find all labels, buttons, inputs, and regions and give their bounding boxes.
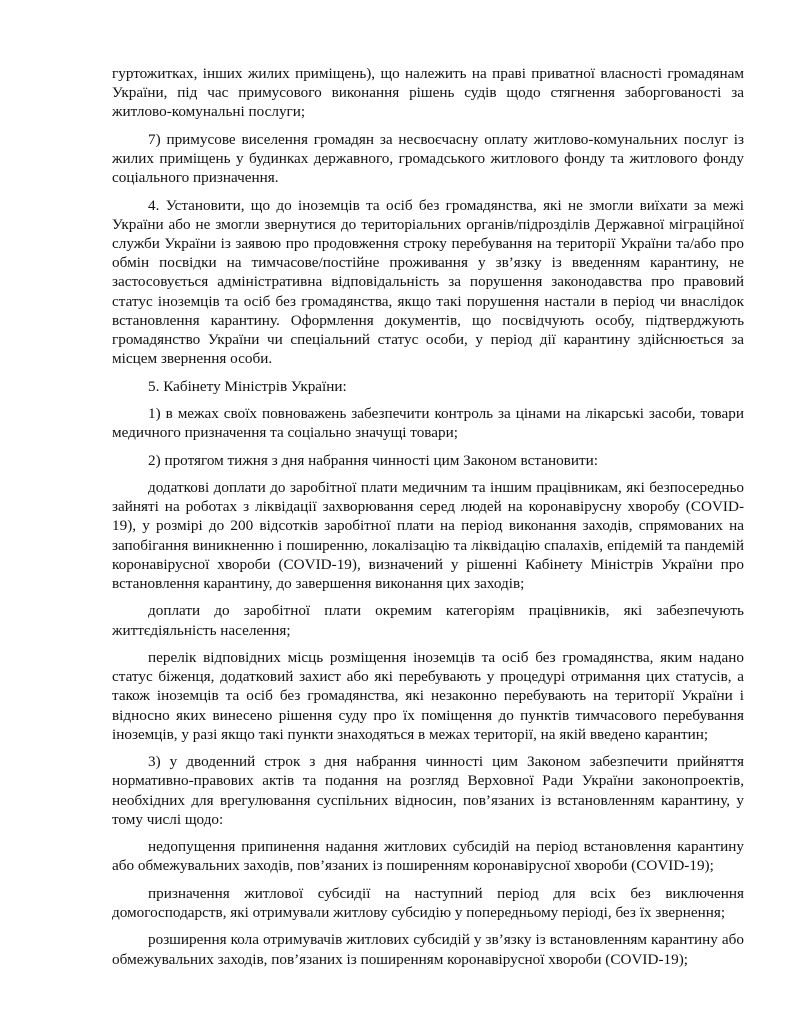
paragraph-subsidy-continuation: недопущення припинення надання житлових субсидій на період встановлення карантину або обмежувальних заходів, пов’язаних із поширенням коронавірусної хвороби (COVID-19); [112,838,744,875]
paragraph-subsidy-expansion: розширення кола отримувачів житлових субсидій у зв’язку із встановленням карантину або обмежувальних заходів, пов’язаних із поширенням коронавірусної хвороби (COVID-19); [112,931,744,968]
paragraph-placement-list: перелік відповідних місць розміщення іноземців та осіб без громадянства, яким надано статус біженця, додатковий захист або які перебувають у процедурі отримання цих статусів, а також іноземців та осіб без громадянства, які незаконно перебувають на території України і відносно яких винесено рішення суду про їх поміщення до пунктів тимчасового перебування іноземців, у разі якщо такі пункти знаходяться в межах території, на якій введено карантин; [112,648,744,743]
paragraph-section-4: 4. Установити, що до іноземців та осіб без громадянства, які не змогли виїхати за межі України або не змогли звернутися до територіальних органів/підрозділів Державної міграційної служби України із заявою про продовження строку перебування на території України та/або про обмін посвідки на тимчасове/постійне проживання у зв’язку із введенням карантину, не застосовується адміністративна відповідальність за порушення законодавства про правовий статус іноземців та осіб без громадянства, якщо такі порушення настали в період чи внаслідок встановлення карантину. Оформлення документів, що посвідчують особу, підтверджують громадянство України чи спеціальний статус особи, у період дії карантину здійснюється за місцем звернення особи. [112,196,744,368]
paragraph-salary-supplements: доплати до заробітної плати окремим категоріям працівників, які забезпечують життєдіяльність населення; [112,602,744,639]
paragraph-item-1: 1) в межах своїх повноважень забезпечити контроль за цінами на лікарські засоби, товари медичного призначення та соціально значущі товари; [112,405,744,442]
paragraph-continuation: гуртожитках, інших жилих приміщень), що належить на праві приватної власності громадянам України, під час примусового виконання рішень судів щодо стягнення заборгованості за житлово-комунальні послуги; [112,65,744,121]
paragraph-item-2: 2) протягом тижня з дня набрання чинності цим Законом встановити: [148,451,598,469]
document-body [112,64,744,977]
paragraph-section-5-heading: 5. Кабінету Міністрів України: [148,377,347,395]
paragraph-item-7: 7) примусове виселення громадян за несвоєчасну оплату житлово-комунальних послуг із жилих приміщень у будинках державного, громадського житлового фонду та житлового фонду соціального призначення. [112,130,744,187]
paragraph-additional-payments: додаткові доплати до заробітної плати медичним та іншим працівникам, які безпосередньо зайняті на роботах з ліквідації захворювання серед людей на коронавірусну хворобу (COVID-19), у розмірі до 200 відсотків заробітної плати на період виконання заходів, спрямованих на запобігання виникненню і поширенню, локалізацію та ліквідацію спалахів, епідемій та пандемій коронавірусної хвороби (COVID-19), визначений у рішенні Кабінету Міністрів України про встановлення карантину, до завершення виконання цих заходів; [112,478,744,592]
paragraph-subsidy-assignment: призначення житлової субсидії на наступний період для всіх без виключення домогосподарств, які отримували житлову субсидію у попередньому періоді, без їх звернення; [112,884,744,921]
paragraph-item-3: 3) у дводенний строк з дня набрання чинності цим Законом забезпечити прийняття нормативно-правових актів та подання на розгляд Верховної Ради України законопроектів, необхідних для врегулювання суспільних відносин, пов’язаних із встановленням карантину, у тому числі щодо: [112,753,744,828]
